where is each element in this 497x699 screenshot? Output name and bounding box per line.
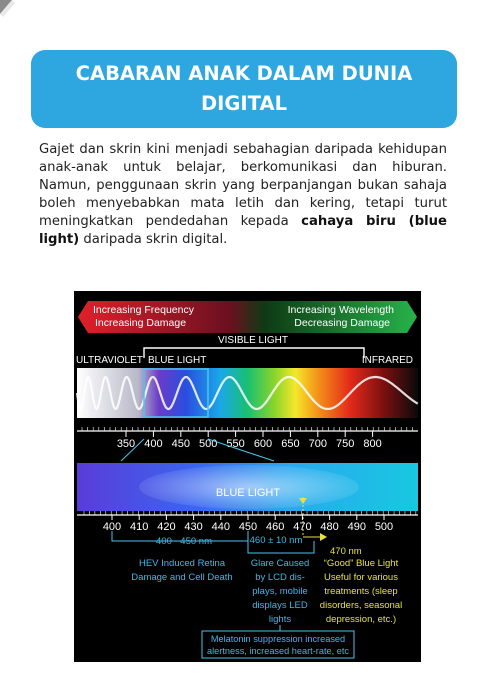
spectrum-diagram [74, 291, 421, 662]
lcd-range-bracket [248, 535, 314, 553]
lcd-range-label: 460 ± 10 nm [249, 535, 303, 546]
blue-light-spectrum-figure [74, 291, 421, 662]
ultraviolet-label: ULTRAVIOLET [76, 355, 143, 366]
melatonin-line-1: Melatonin suppression increased [210, 634, 346, 644]
good-light-line-3: treatments (sleep [324, 586, 398, 597]
bottom-axis-tick-label: 480 [320, 521, 339, 533]
top-axis-tick-label: 750 [336, 438, 355, 450]
good-light-line-5: depression, etc.) [325, 614, 397, 625]
hev-damage-line-2: Damage and Cell Death [131, 572, 233, 583]
top-axis-tick-label: 700 [308, 438, 327, 450]
bottom-axis-tick-label: 430 [184, 521, 203, 533]
page-title-banner [31, 50, 457, 128]
top-axis-tick-label: 450 [171, 438, 190, 450]
bottom-axis-tick-label: 420 [157, 521, 176, 533]
intro-paragraph [39, 141, 447, 248]
top-wavelength-axis [77, 427, 418, 450]
bottom-axis-tick-label: 440 [211, 521, 230, 533]
hev-range-bracket [112, 531, 248, 547]
glare-line-4: displays LED [252, 600, 308, 611]
bottom-axis-tick-label: 410 [130, 521, 149, 533]
bottom-wavelength-axis [77, 511, 418, 533]
intro-text-end: daripada skrin digital. [79, 231, 228, 247]
glare-line-3: plays, mobile [252, 586, 308, 597]
good-light-line-2: Useful for various [324, 572, 398, 583]
good-light-line-4: disorders, seasonal [319, 600, 403, 611]
blue-light-band-label: BLUE LIGHT [215, 487, 281, 499]
top-axis-tick-label: 500 [199, 438, 218, 450]
spectrum-strip [77, 368, 418, 418]
glare-line-1: Glare Caused [250, 558, 310, 569]
intro-text: Gajet dan skrin kini menjadi sebahagian daripada kehidupan anak-anak untuk belajar, berkomunikasi dan hiburan. Namun, penggunaan skrin yang berpanjangan bukan sahaja boleh menyebabkan mata letih dan kering, tetapi turut meningkatkan pendedahan kepada [39, 142, 447, 229]
top-axis-tick-label: 600 [253, 438, 273, 450]
infrared-label: INFRARED [361, 355, 413, 366]
frequency-wavelength-arrow [78, 301, 417, 333]
intro-highlight: cahaya biru (blue light) [39, 213, 447, 247]
arrow-left-label-1: Increasing Frequency [93, 304, 194, 316]
bottom-axis-tick-label: 470 [293, 521, 312, 533]
glare-line-2: by LCD dis- [255, 572, 305, 583]
glare-line-5: lights [268, 614, 292, 625]
top-axis-tick-label: 800 [363, 438, 382, 450]
good-nm-label: 470 nm [330, 546, 362, 557]
corner-decoration-icon [0, 0, 16, 18]
page-title: CABARAN ANAK DALAM DUNIA DIGITAL [75, 62, 413, 115]
blue-light-top-label: BLUE LIGHT [148, 355, 207, 366]
bottom-axis-tick-label: 500 [374, 521, 394, 533]
bottom-axis-tick-label: 400 [102, 521, 122, 533]
bottom-axis-tick-label: 450 [238, 521, 258, 533]
melatonin-box [202, 625, 354, 658]
top-axis-tick-label: 350 [116, 438, 136, 450]
arrow-right-label-2: Decreasing Damage [294, 317, 390, 329]
arrow-right-label-1: Increasing Wavelength [287, 304, 394, 316]
melatonin-line-2: alertness, increased heart-rate, etc [207, 646, 349, 656]
top-axis-tick-label: 550 [226, 438, 245, 450]
visible-light-label: VISIBLE LIGHT [217, 335, 289, 346]
bottom-axis-tick-label: 460 [266, 521, 285, 533]
bottom-axis-tick-label: 490 [347, 521, 366, 533]
top-axis-tick-label: 400 [144, 438, 163, 450]
blue-light-band [77, 463, 418, 511]
arrow-left-label-2: Increasing Damage [95, 317, 187, 329]
hev-damage-line-1: HEV Induced Retina [138, 558, 226, 569]
hev-range-label: 400 - 450 nm [156, 536, 212, 547]
good-light-line-1: “Good” Blue Light [323, 558, 399, 569]
top-axis-tick-label: 650 [281, 438, 300, 450]
